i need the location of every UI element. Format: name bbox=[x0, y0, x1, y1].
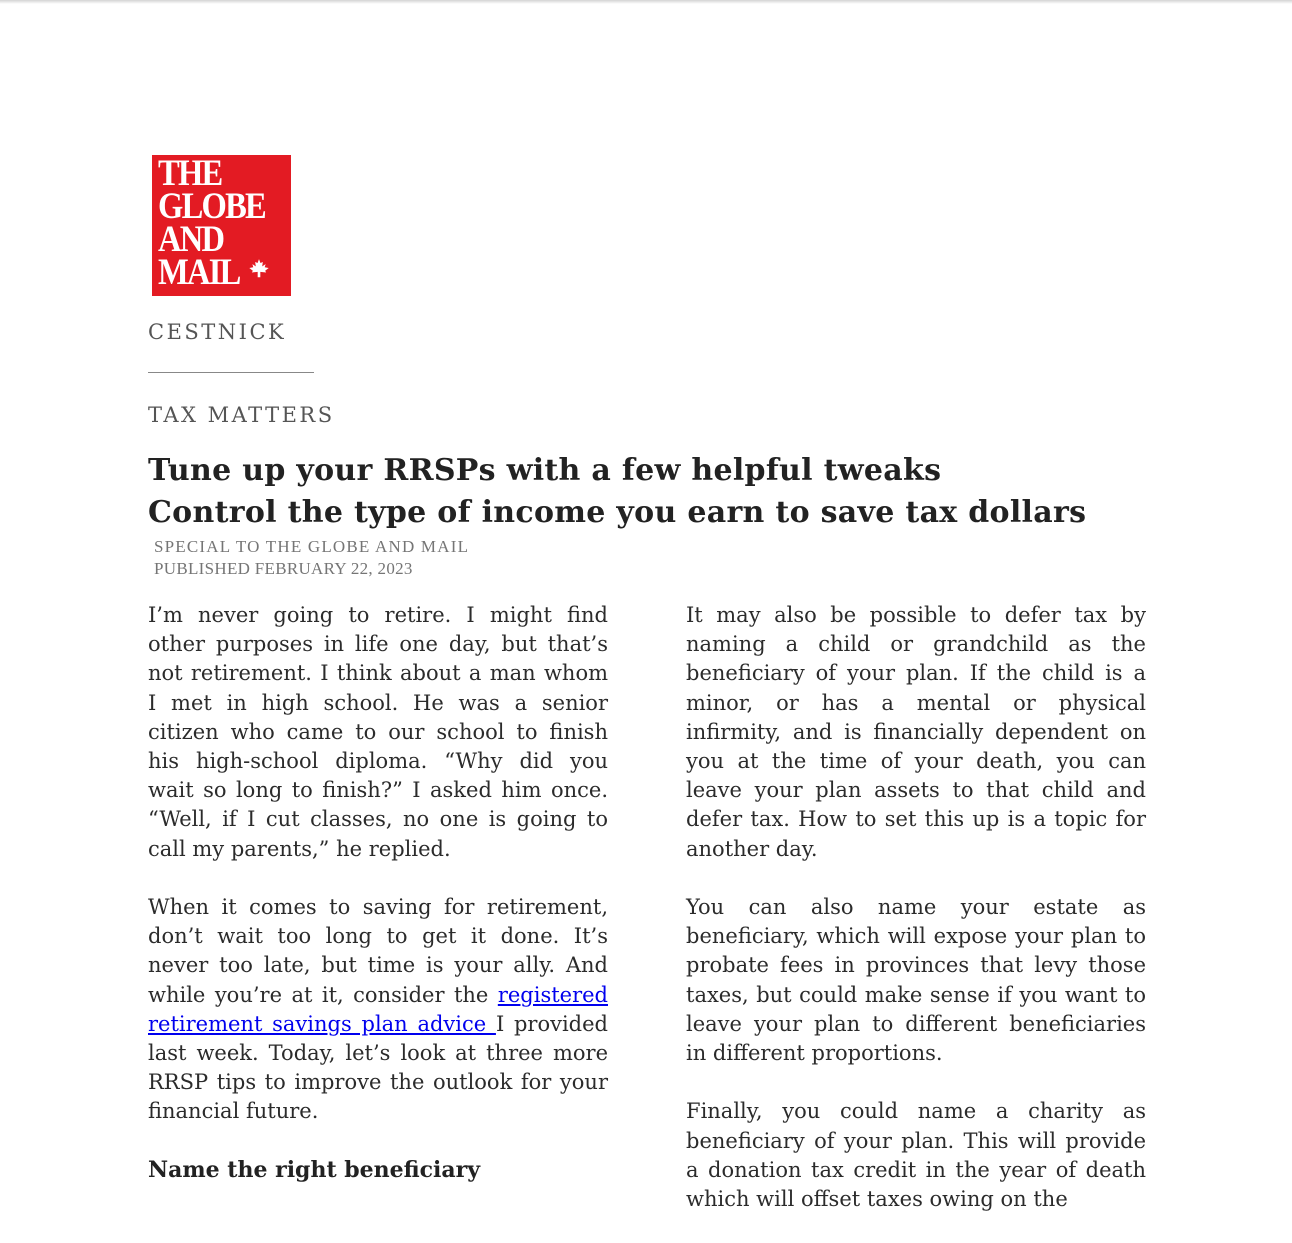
paragraph: Finally, you could name a charity as beneficiary of your plan. This will provide a donation tax credit in the year of death which will offset taxes owing on the bbox=[686, 1099, 1146, 1212]
paragraph-text: When it comes to saving for retirement, don’t wait too long to get it done. It’s never too late, but time is your ally. And while you’re at it, consider the bbox=[148, 895, 608, 1007]
paragraph bbox=[148, 893, 608, 1127]
paragraph-text: I provided last week. Today, let’s look at three more RRSP tips to improve the outlook for your financial future. bbox=[148, 1011, 608, 1124]
headline bbox=[148, 450, 1268, 534]
paragraph: I’m never going to retire. I might find other purposes in life one day, but that’s not retirement. I think about a man whom I met in high school. He was a senior citizen who came to our school to finish his high-school diploma. “Why did you wait so long to finish?” I asked him once. “Well, if I cut classes, no one is going to call my parents,” he replied. bbox=[148, 603, 608, 861]
rrsp-advice-link[interactable]: registered retirement savings plan advice bbox=[148, 982, 608, 1036]
logo-line: AND bbox=[158, 219, 224, 260]
divider bbox=[148, 372, 314, 373]
article-column-right bbox=[686, 601, 1146, 1243]
logo-line: MAIL bbox=[158, 252, 240, 293]
subheading: Name the right beneficiary bbox=[148, 1156, 481, 1183]
maple-leaf-icon bbox=[248, 258, 270, 280]
headline-title: Tune up your RRSPs with a few helpful tweaks bbox=[148, 453, 942, 488]
logo-line: THE bbox=[158, 155, 222, 194]
globe-and-mail-logo bbox=[152, 155, 291, 296]
page-top-shadow bbox=[0, 0, 1292, 4]
byline bbox=[154, 536, 469, 580]
logo-line: GLOBE bbox=[158, 186, 266, 227]
published-date: PUBLISHED FEBRUARY 22, 2023 bbox=[154, 559, 413, 578]
author-tag[interactable]: CESTNICK bbox=[148, 320, 287, 344]
paragraph: It may also be possible to defer tax by naming a child or grandchild as the beneficiary of your plan. If the child is a minor, or has a mental or physical infirmity, and is financially dependent on you at the time of your death, you can leave your plan assets to that child and defer tax. How to set this up is a topic for another day. bbox=[686, 603, 1146, 861]
paragraph: You can also name your estate as beneficiary, which will expose your plan to probate fees in provinces that levy those taxes, but could make sense if you want to leave your plan to different beneficiaries in different proportions. bbox=[686, 895, 1146, 1066]
section-tag[interactable]: TAX MATTERS bbox=[148, 403, 335, 427]
headline-subtitle: Control the type of income you earn to save tax dollars bbox=[148, 495, 1087, 530]
byline-source: SPECIAL TO THE GLOBE AND MAIL bbox=[154, 537, 470, 556]
article-column-left bbox=[148, 601, 608, 1185]
